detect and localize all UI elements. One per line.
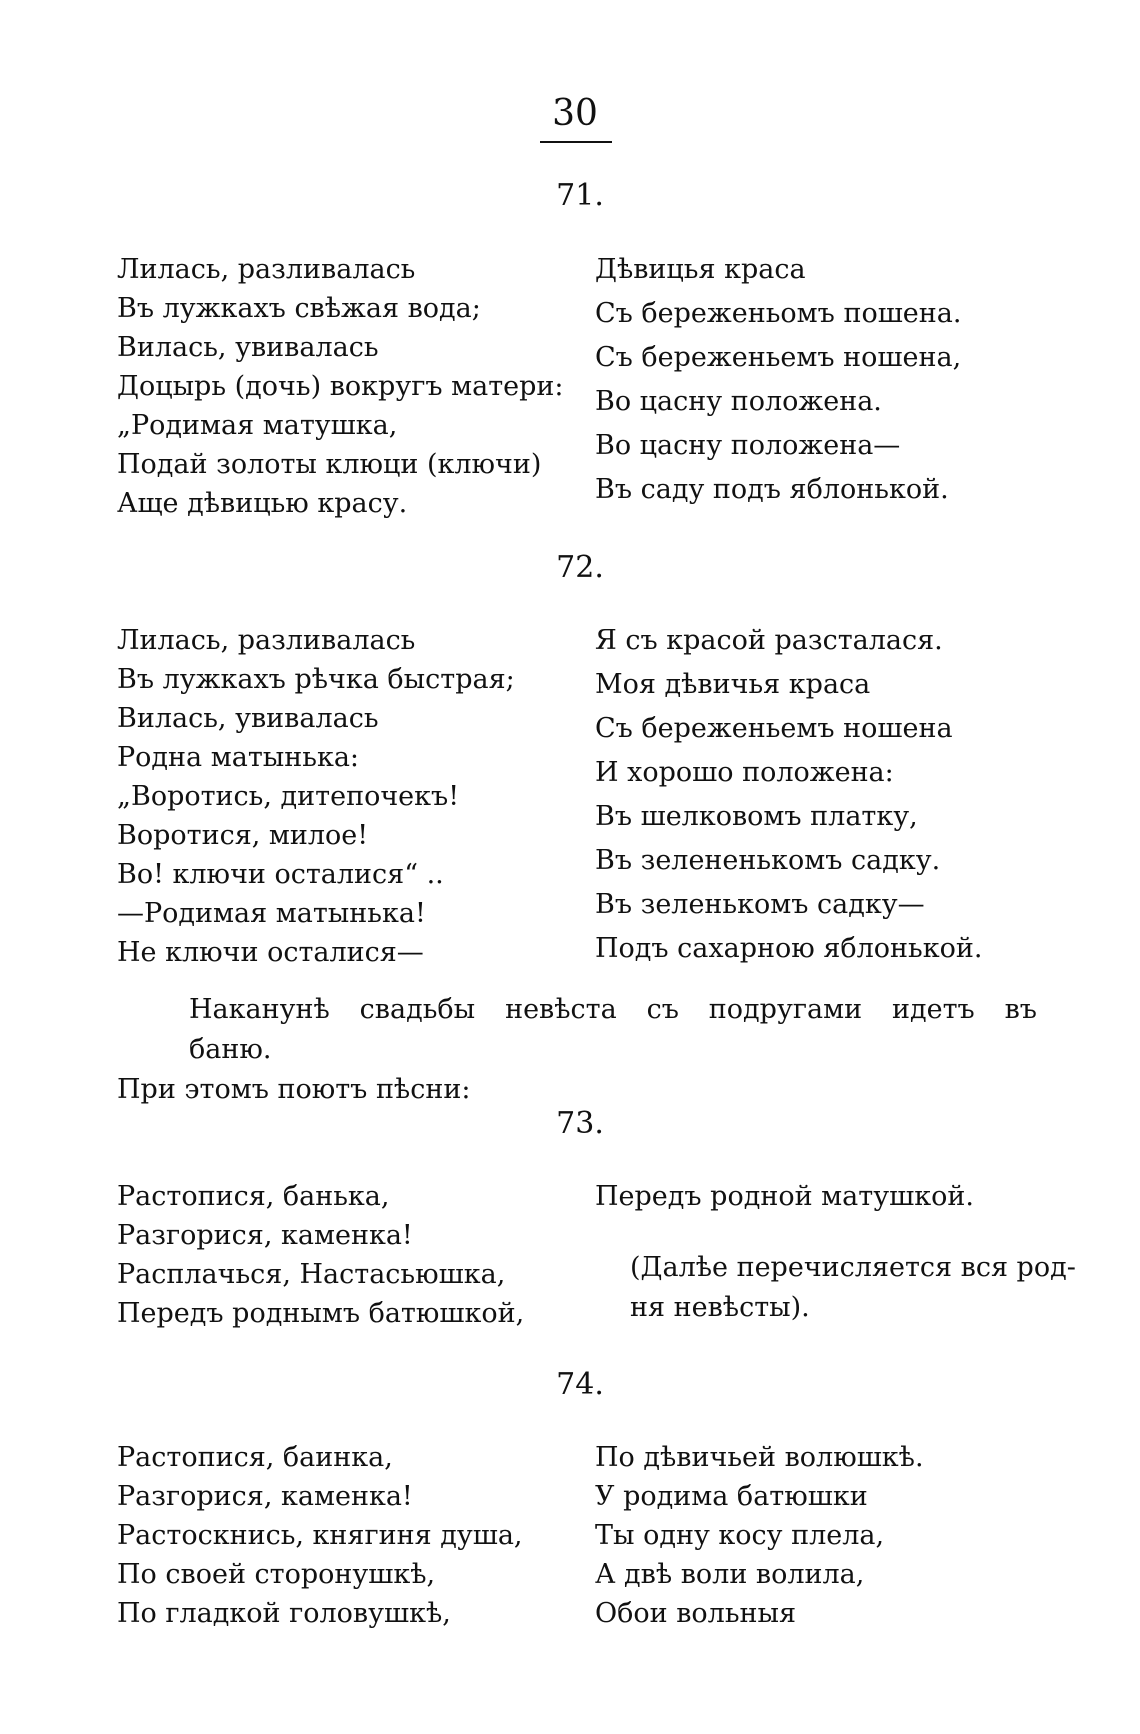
verse-line: Дѣвицья краса <box>595 254 806 285</box>
verse-column-left <box>117 621 515 972</box>
verse-line: Передъ роднымъ батюшкой, <box>117 1298 525 1329</box>
verse-line: Разгорися, каменка! <box>117 1220 413 1251</box>
verse-column-right <box>595 1177 974 1216</box>
verse-line: „Родимая матушка, <box>117 410 398 441</box>
note-line: (Далѣе перечисляется вся род- <box>630 1252 1076 1283</box>
note-line: ня невѣсты). <box>630 1292 810 1323</box>
verse-line: Ты одну косу плела, <box>595 1520 885 1551</box>
verse-line: У родима батюшки <box>595 1481 868 1512</box>
section-number: 73. <box>556 1106 604 1141</box>
prose-line: Наканунѣ свадьбы невѣста съ подругами идетъ въ баню. <box>189 994 1037 1065</box>
page-number: 30 <box>552 93 598 134</box>
verse-line: —Родимая матынька! <box>117 898 426 929</box>
verse-line: Обои вольныя <box>595 1598 797 1629</box>
verse-line: А двѣ воли волила, <box>595 1559 865 1590</box>
verse-line: „Воротись, дитепочекъ! <box>117 781 460 812</box>
verse-line: Въ лужкахъ свѣжая вода; <box>117 293 481 324</box>
verse-line: Въ зелененькомъ садку. <box>595 845 941 876</box>
prose-paragraph <box>117 990 1037 1110</box>
verse-line: Лилась, разливалась <box>117 254 416 285</box>
verse-line: Аще дѣвицью красу. <box>117 488 408 519</box>
verse-line: Подай золоты клюци (ключи) <box>117 449 542 480</box>
verse-line: Съ береженьомъ пошена. <box>595 298 962 329</box>
verse-line: Въ шелковомъ платку, <box>595 801 918 832</box>
verse-line: Доцырь (дочь) вокругъ матери: <box>117 371 564 402</box>
verse-line: Не ключи осталися— <box>117 937 424 968</box>
verse-line: Моя дѣвичья краса <box>595 669 871 700</box>
verse-line: Вилась, увивалась <box>117 332 379 363</box>
verse-line: Передъ родной матушкой. <box>595 1181 974 1212</box>
verse-line: Во! ключи осталися“ .. <box>117 859 444 890</box>
verse-line: Съ береженьемъ ношена, <box>595 342 962 373</box>
verse-line: Во цасну положена— <box>595 430 901 461</box>
verse-line: Растопися, банька, <box>117 1181 390 1212</box>
verse-line: Растоскнись, княгиня душа, <box>117 1520 523 1551</box>
verse-line: Родна матынька: <box>117 742 360 773</box>
verse-column-left <box>117 250 564 523</box>
editorial-note <box>630 1248 1076 1328</box>
verse-line: Съ береженьемъ ношена <box>595 713 953 744</box>
verse-line: Въ зеленькомъ садку— <box>595 889 925 920</box>
page-number-rule <box>540 141 612 143</box>
section-number: 72. <box>556 550 604 585</box>
verse-column-right <box>595 248 961 512</box>
verse-column-right <box>595 619 982 971</box>
section-number: 74. <box>556 1367 604 1402</box>
verse-line: Подъ сахарною яблонькой. <box>595 933 983 964</box>
verse-line: По своей сторонушкѣ, <box>117 1559 436 1590</box>
verse-line: Во цасну положена. <box>595 386 882 417</box>
prose-line: При этомъ поютъ пѣсни: <box>117 1074 471 1105</box>
verse-line: Я съ красой разсталася. <box>595 625 943 656</box>
verse-column-left <box>117 1177 524 1333</box>
verse-line: По гладкой головушкѣ, <box>117 1598 451 1629</box>
verse-line: Въ лужкахъ рѣчка быстрая; <box>117 664 515 695</box>
verse-line: Воротися, милое! <box>117 820 369 851</box>
verse-line: По дѣвичьей волюшкѣ. <box>595 1442 924 1473</box>
verse-column-left <box>117 1438 523 1633</box>
verse-line: Лилась, разливалась <box>117 625 416 656</box>
verse-line: Расплачься, Настасьюшка, <box>117 1259 506 1290</box>
verse-column-right <box>595 1438 924 1633</box>
verse-line: И хорошо положена: <box>595 757 894 788</box>
verse-line: Въ саду подъ яблонькой. <box>595 474 949 505</box>
section-number: 71. <box>556 178 604 213</box>
verse-line: Вилась, увивалась <box>117 703 379 734</box>
verse-line: Растопися, баинка, <box>117 1442 393 1473</box>
verse-line: Разгорися, каменка! <box>117 1481 413 1512</box>
